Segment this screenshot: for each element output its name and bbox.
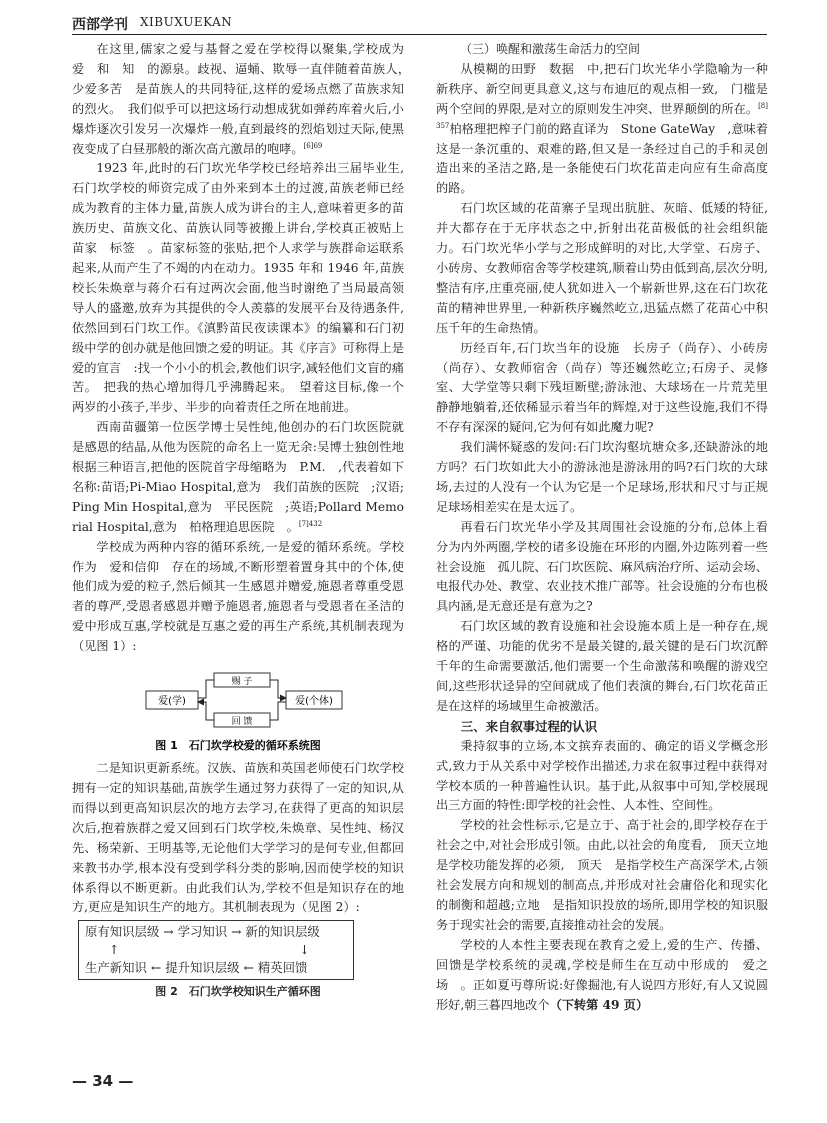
figure-1-caption: 图 1 石门坎学校爱的循环系统图 — [155, 739, 321, 753]
page-number: — 34 — — [72, 1072, 134, 1090]
fig1-arrow-give-2 — [270, 680, 286, 698]
figure-1-diagram — [72, 663, 404, 759]
paragraph: 石门坎区域的花苗寨子呈现出肮脏、灰暗、低矮的特征,并大都存在于无序状态之中,折射出花苗极低的社会组织能力。石门坎光华小学与之形成鲜明的对比,大学堂、石房子、小砖房、女教师宿舍等学校建筑,顺着山势由低到高,层次分明,整洁有序,庄重亮丽,使人犹如进入一个崭新世界,这在石门坎花苗的精神世界里,一种新秩序巍然屹立,迅猛点燃了花苗心中积压千年的生命热情。 — [436, 201, 768, 335]
paragraph: 在这里,儒家之爱与基督之爱在学校得以聚集,学校成为 爱 和 知 的源泉。歧视、逼蛹、欺辱一直伴随着苗族人， 少爱多苦 是苗族人的共同特征,这样的爱场点燃了苗族求知的烈火。 我们似乎可以把这场行动想成犹如弹药库着火后,小爆炸逐次引发另一次爆炸一般,直到最终的烈焰划过天际,使黑夜变成了白昼那般的渐次高亢激昂的咆哮。$^{[6]69}$ — [72, 42, 417, 156]
paragraph: 秉持叙事的立场,本文摈弃表面的、确定的语义学概念形式,致力于从关系中对学校作出描述,力求在叙事过程中获得对学校本质的一种普遍性认识。基于此,从叙事中可知,学校展现出三方面的特性:即学校的社会性、人本性、空间性。 — [436, 738, 768, 813]
citation: [8]357 — [436, 101, 768, 130]
citation: [6]69 — [303, 141, 323, 150]
paragraph: 学校的人本性主要表现在教育之爱上,爱的生产、传播、回馈是学校系统的灵魂,学校是师生在互动中形成的 爱之场 。正如夏丏尊所说:好像掘池,有人说四方形好,有人又说圆形好,朝三暮四地改个（下转第 49 页） — [436, 937, 768, 1012]
fig1-label-give: 赐 子 — [231, 677, 253, 688]
fig1-label-individual: 爱(个体) — [295, 696, 333, 708]
running-header — [72, 14, 767, 35]
citation: [7]432 — [298, 519, 323, 528]
paragraph: 我们满怀疑惑的发问:石门坎沟壑坑塘众多,还缺游泳的地方吗？石门坎如此大小的游泳池是游泳用的吗?石门坎的大球场,去过的人没有一个认为它是一个足球场,形状和尺寸与正规足球场相差实在是太远了。 — [436, 440, 768, 514]
paragraph: 1923 年,此时的石门坎光华学校已经培养出三届毕业生,石门坎学校的师资完成了由外来到本土的过渡,苗族老师已经成为教育的主体力量,苗族人成为讲台的主人,意味着更多的苗族历史、苗族文化、苗族认同等被搬上讲台,学校真正被贴上苗家 标签 。苗家标签的张贴,把个人求学与族群命运联系起来,从而产生了不竭的内在动力。1935 年和 1946 年,苗族校长朱焕章与蒋介石有过两次会面,他当时谢绝了当局最高领导人的盛邀,放弃为其提供的令人羡慕的发展平台及待遇条件,依然回到石门坎工作。《滇黔苗民夜读课本》的编纂和石门初级中学的创办就是他回馈之爱的明证。其《序言》可称得上是 爱的宣言 :找一个小小的机会,教他们识字,减轻他们文盲的痛苦。 把我的热心增加得几乎沸腾起来。 望着这目标,像一个两岁的小孩子,半步、半步的向着责任之所在地前进。 — [72, 161, 417, 415]
paragraph: 从模糊的田野 数据 中,把石门坎光华小学隐喻为一种新秩序、新空间更具意义,这与布迪厄的观点相一致, 门槛是两个空间的界限,是对立的原则发生冲突、世界颠倒的所在。$^{[8]357}$柏格理把榨子门前的路直译为 Stone GateWay ,意味着这是一条沉重的、艰难的路,但又是一条经过自己的手和灵创造出来的圣洁之路,是一条能使石门坎花苗走向应有生命高度的路。 — [436, 61, 768, 196]
paragraph: 西南苗疆第一位医学博士吴性纯,他创办的石门坎医院就是感恩的结晶,从他为医院的命名上一览无余:吴博士独创性地根据三种语言,把他的医院首字母缩略为 P.M. ,代表着如下名称:苗语;Pi-Miao Hospital,意为 我们苗族的医院 ;汉语;Ping Min Hospital,意为 平民医院 ;英语;Pollard Memorial Hospital,意为 柏格理追思医院 。$^{[7]432}$ — [72, 420, 405, 534]
section-heading: 三、来自叙事过程的认识 — [460, 718, 598, 734]
fig1-label-back: 回 馈 — [231, 717, 253, 728]
figure-2-diagram — [78, 920, 490, 980]
left-column — [72, 40, 490, 1006]
fig1-arrow-back-2 — [198, 702, 214, 720]
journal-title-en: XIBUXUEKAN — [140, 15, 233, 29]
right-column — [436, 40, 781, 1015]
continuation-note: （下转第 49 页） — [549, 997, 649, 1012]
paragraph: 再看石门坎光华小学及其周围社会设施的分布,总体上看分为内外两圈,学校的诸多设施在环形的内圈,外边陈列着一些社会设施 孤儿院、石门坎医院、麻风病治疗所、运动会场、电报代办处、教堂、农业技术推广部等。社会设施的分布也极具内涵,是无意还是有意为之? — [436, 519, 768, 614]
paragraph: 二是知识更新系统。汉族、苗族和英国老师使石门坎学校拥有一定的知识基础,苗族学生通过努力获得了一定的知识,从而得以到更高知识层次的地方去学习,在获得了更高的知识层次后,抱着族群之爱又回到石门坎学校,朱焕章、吴性纯、杨汉先、杨荣新、王明基等,无论他们大学学习的是何专业,但都回来教书办学,根本没有受到学科分类的影响,因而使学校的知识体系得以不断更新。由此我们认为,学校不但是知识存在的地方,更应是知识生产的地方。其机制表现为（见图 2）: — [72, 761, 404, 915]
paragraph: 学校的社会性标示,它是立于、高于社会的,即学校存在于社会之中,对社会形成引领。由此,以社会的角度看, 顶天立地 是学校功能发挥的必须, 顶天 是指学校生产高深学术,占领社会发展方向和规划的制高点,并形成对社会庸俗化和现实化的制衡和超越;立地 是指知识投放的场所,即用学校的知识服务于现实社会的需要,直接推动社会的发展。 — [436, 818, 781, 932]
fig1-arrow-give — [198, 680, 214, 698]
fig2-row-bottom: 生产新知识 ← 提升知识层级 ← 精英回馈 — [85, 960, 308, 976]
fig1-label-student: 爱(学) — [158, 696, 186, 708]
figure-2-caption: 图 2 石门坎学校知识生产循环图 — [155, 985, 321, 999]
paragraph: 石门坎区域的教育设施和社会设施本质上是一种存在,规格的严谨、功能的优劣不是最关键的,最关键的是石门坎沉醉千年的生命需要激活,他们需要一个生命激荡和唤醒的游戏空间,这些形状迳异的空间就成了他们表演的舞台,石门坎花苗正是在这样的场域里生命被激活。 — [436, 619, 768, 713]
paragraph: 历经百年,石门坎当年的设施 长房子（尚存）、小砖房（尚存）、女教师宿舍（尚存）等还巍然屹立;石房子、灵修室、大学堂等只剩下残垣断壁;游泳池、大球场在一片荒芜里静静地躺着,还依稀显示着当年的辉煌,对于这些设施,我们不得不存有深深的疑问,它为何有如此魔力呢? — [436, 340, 768, 435]
paragraph: 学校成为两种内容的循环系统,一是爱的循环系统。学校作为 爱和信仰 存在的场域,不断形塑着置身其中的个体,使他们成为爱的粒子,然后倾其一生感恩并赠爱,施恩者尊重受恩者的尊严,受恩者感恩并赠予施恩者,施恩者与受恩者在圣洁的爱中形成互惠,学校就是互惠之爱的再生产系统,其机制表现为（见图 1）: — [72, 539, 404, 654]
fig2-row-top: 原有知识层级 → 学习知识 → 新的知识层级 — [85, 924, 320, 940]
fig2-arrows: ↑↓ — [109, 942, 490, 958]
journal-title: 西部学刊 — [72, 17, 128, 33]
subsection-heading: （三）唤醒和激荡生命活力的空间 — [460, 42, 641, 56]
fig1-arrow-back — [270, 702, 286, 720]
